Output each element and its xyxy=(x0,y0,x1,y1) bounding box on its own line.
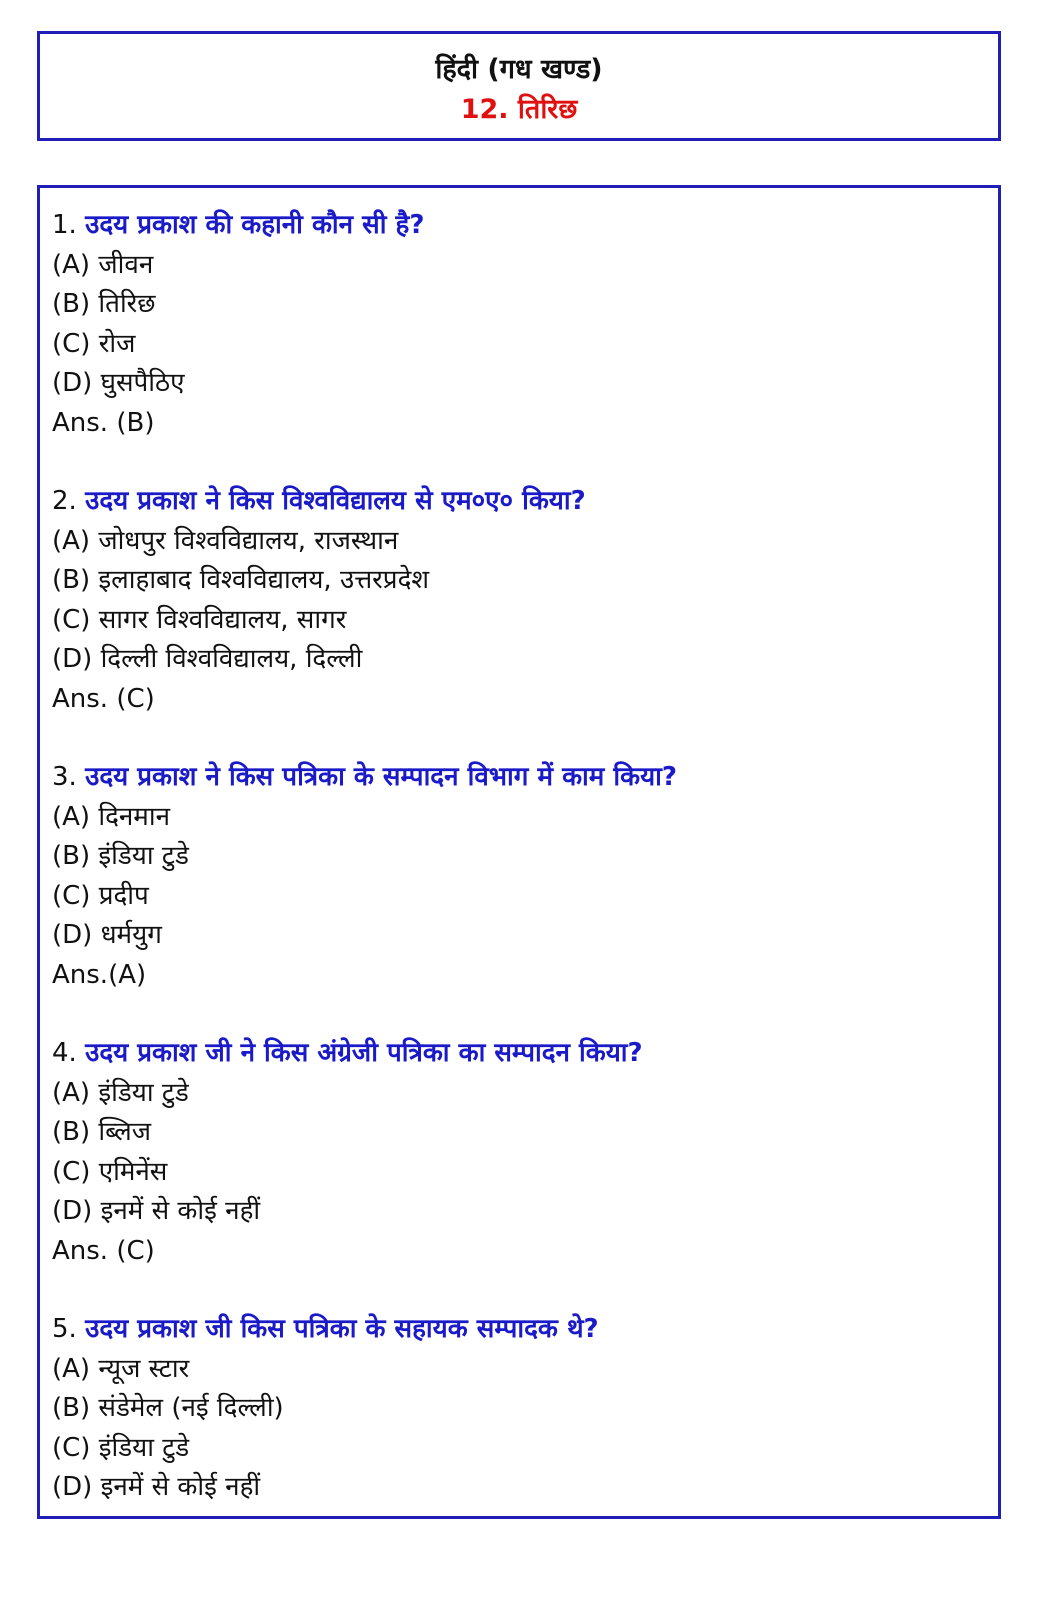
question-line xyxy=(52,206,998,246)
question-2 xyxy=(52,482,998,758)
question-line xyxy=(52,1034,998,1074)
question-1 xyxy=(52,206,998,482)
option-a: (A) इंडिया टुडे xyxy=(52,1077,189,1108)
question-line xyxy=(52,482,998,522)
question-number: 4. xyxy=(52,1038,77,1068)
option-c: (C) इंडिया टुडे xyxy=(52,1432,190,1463)
question-line xyxy=(52,1310,998,1350)
question-5 xyxy=(52,1310,998,1586)
option-b: (B) संडेमेल (नई दिल्ली) xyxy=(52,1393,284,1423)
answer: Ans. (C) xyxy=(52,683,155,714)
question-number: 2. xyxy=(52,486,77,516)
option-a: (A) न्यूज स्टार xyxy=(52,1353,190,1384)
page-title: हिंदी (गध खण्ड) xyxy=(435,54,603,85)
question-number: 1. xyxy=(52,210,77,240)
option-d: (D) इनमें से कोई नहीं xyxy=(52,1196,261,1226)
option-d: (D) घुसपैठिए xyxy=(52,368,185,398)
question-text: उदय प्रकाश ने किस पत्रिका के सम्पादन विभाग में काम किया? xyxy=(85,762,677,792)
header-box xyxy=(37,31,1001,141)
question-text: उदय प्रकाश की कहानी कौन सी है? xyxy=(85,210,425,240)
option-a: (A) जीवन xyxy=(52,249,154,280)
option-c: (C) सागर विश्वविद्यालय, सागर xyxy=(52,604,347,635)
question-number: 5. xyxy=(52,1314,77,1344)
option-b: (B) तिरिछ xyxy=(52,289,156,319)
chapter-title: 12. तिरिछ xyxy=(460,94,578,125)
question-text: उदय प्रकाश जी किस पत्रिका के सहायक सम्पादक थे? xyxy=(85,1314,599,1344)
option-c: (C) प्रदीप xyxy=(52,880,149,911)
question-4 xyxy=(52,1034,998,1310)
answer: Ans. (B) xyxy=(52,407,155,438)
question-text: उदय प्रकाश ने किस विश्वविद्यालय से एम०ए० किया? xyxy=(85,486,586,516)
option-a: (A) जोधपुर विश्वविद्यालय, राजस्थान xyxy=(52,525,399,556)
question-number: 3. xyxy=(52,762,77,792)
option-a: (A) दिनमान xyxy=(52,801,171,832)
option-b: (B) ब्लिज xyxy=(52,1117,152,1147)
question-3 xyxy=(52,758,998,1034)
option-d: (D) धर्मयुग xyxy=(52,920,162,950)
question-line xyxy=(52,758,998,798)
question-text: उदय प्रकाश जी ने किस अंग्रेजी पत्रिका का सम्पादन किया? xyxy=(85,1038,643,1068)
option-b: (B) इंडिया टुडे xyxy=(52,841,189,871)
option-c: (C) रोज xyxy=(52,328,136,359)
option-d: (D) इनमें से कोई नहीं xyxy=(52,1472,261,1502)
questions-box xyxy=(37,185,1001,1519)
option-b: (B) इलाहाबाद विश्वविद्यालय, उत्तरप्रदेश xyxy=(52,565,430,595)
answer: Ans.(A) xyxy=(52,959,147,990)
option-d: (D) दिल्ली विश्वविद्यालय, दिल्ली xyxy=(52,644,363,674)
option-c: (C) एमिनेंस xyxy=(52,1156,168,1187)
answer: Ans. (C) xyxy=(52,1235,155,1266)
